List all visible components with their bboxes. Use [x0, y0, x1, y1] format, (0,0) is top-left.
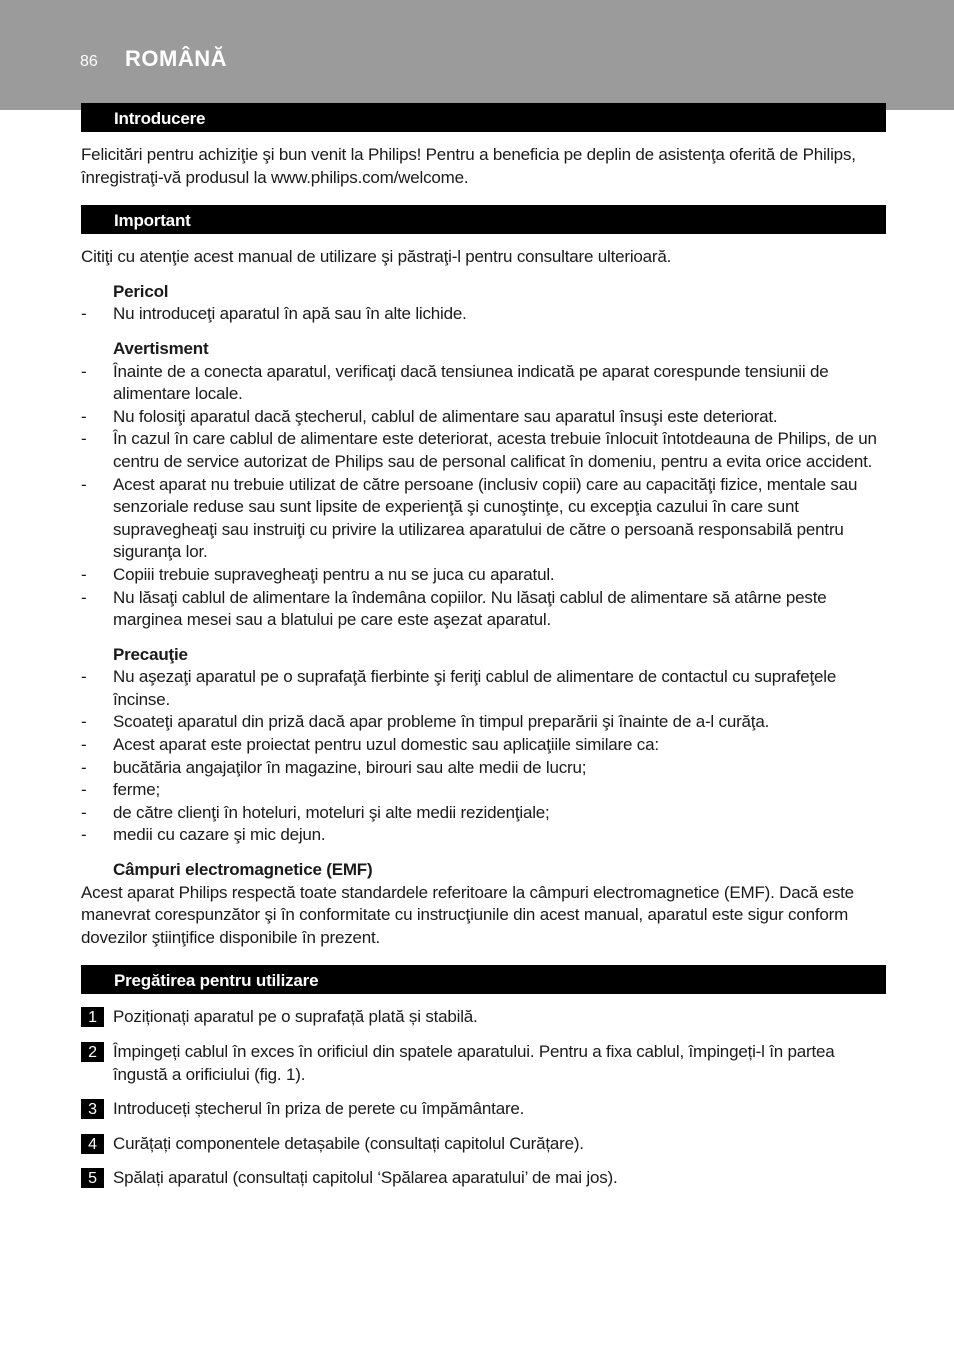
step-number: 4: [81, 1134, 104, 1154]
list-item: - Acest aparat nu trebuie utilizat de către persoane (inclusiv copii) care au capacităţi fizice, mentale sau senzoriale reduse sau sunt lipsite de experienţă şi cunoştinţe, cu excepţia cazului în care sunt supravegheaţi sau instruiţi cu privire la utilizarea aparatului de către o persoană responsabilă pentru siguranţa lor.: [81, 474, 886, 564]
emf-paragraph: Acest aparat Philips respectă toate standardele referitoare la câmpuri electromagnetice (EMF). Dacă este manevrat corespunzător şi în conformitate cu instrucţiunile din acest manual, aparatul este sigur conform dovezilor ştiinţifice disponibile în prezent.: [81, 882, 854, 947]
subheading-precautie: Precauţie: [113, 644, 188, 664]
step-text: Introduceți ștecherul în priza de perete cu împământare.: [113, 1099, 525, 1119]
preparation-steps: [81, 1006, 886, 1190]
page-content: [81, 103, 886, 1202]
page-number: 86: [80, 53, 98, 70]
intro-paragraph: Felicitări pentru achiziţie şi bun venit la Philips! Pentru a beneficia pe deplin de asistenţa oferită de Philips, înregistraţi-vă produsul la www.philips.com/welcome.: [81, 145, 856, 187]
list-item: - medii cu cazare şi mic dejun.: [81, 824, 886, 847]
list-item: - bucătăria angajaţilor în magazine, birouri sau alte medii de lucru;: [81, 757, 886, 780]
step-number: 1: [81, 1007, 104, 1027]
important-paragraph: Citiţi cu atenţie acest manual de utilizare şi păstraţi-l pentru consultare ulterioară.: [81, 247, 672, 267]
list-item: - Acest aparat este proiectat pentru uzul domestic sau aplicaţiile similare ca:: [81, 734, 886, 757]
section-heading-introducere: Introducere: [81, 103, 886, 132]
list-item: - Nu lăsaţi cablul de alimentare la îndemâna copiilor. Nu lăsaţi cablul de alimentare să atârne peste marginea mesei sau a blatului pe care este aşezat aparatul.: [81, 587, 886, 632]
step-number: 2: [81, 1042, 104, 1062]
precautie-list: [81, 666, 886, 847]
list-item: - Nu folosiţi aparatul dacă ştecherul, cablul de alimentare sau aparatul însuşi este deteriorat.: [81, 406, 886, 429]
page-header-band: [0, 0, 954, 110]
subheading-emf: Câmpuri electromagnetice (EMF): [113, 860, 373, 880]
list-item: - Nu introduceţi aparatul în apă sau în alte lichide.: [81, 303, 886, 326]
section-heading-important: Important: [81, 205, 886, 234]
step-item: [81, 1098, 886, 1121]
pericol-list: [81, 303, 886, 326]
subheading-pericol: Pericol: [113, 281, 169, 301]
step-item: [81, 1006, 886, 1029]
list-item: - Copiii trebuie supravegheaţi pentru a nu se juca cu aparatul.: [81, 564, 886, 587]
step-number: 5: [81, 1168, 104, 1188]
section-heading-pregatire: Pregătirea pentru utilizare: [81, 965, 886, 994]
step-item: [81, 1133, 886, 1156]
avertisment-list: [81, 361, 886, 632]
step-text: Curățați componentele detașabile (consultați capitolul Curățare).: [113, 1133, 584, 1153]
list-item: - ferme;: [81, 779, 886, 802]
step-item: [81, 1167, 886, 1190]
list-item: - În cazul în care cablul de alimentare este deteriorat, acesta trebuie înlocuit întotdeauna de Philips, de un centru de service autorizat de Philips sau de personal calificat în domeniu, pentru a evita orice accident.: [81, 428, 886, 473]
step-text: Poziționați aparatul pe o suprafață plată și stabilă.: [113, 1007, 478, 1027]
step-text: Spălați aparatul (consultați capitolul ‘Spălarea aparatului’ de mai jos).: [113, 1168, 618, 1188]
subheading-avertisment: Avertisment: [113, 338, 209, 358]
step-item: [81, 1041, 886, 1086]
step-text: Împingeți cablul în exces în orificiul din spatele aparatului. Pentru a fixa cablul, împingeți-l în partea îngustă a orificiului (fig. 1).: [113, 1042, 835, 1084]
list-item: - Înainte de a conecta aparatul, verificaţi dacă tensiunea indicată pe aparat corespunde tensiunii de alimentare locale.: [81, 361, 886, 406]
step-number: 3: [81, 1099, 104, 1119]
list-item: - de către clienţi în hoteluri, moteluri şi alte medii rezidenţiale;: [81, 802, 886, 825]
list-item: - Nu aşezaţi aparatul pe o suprafaţă fierbinte şi feriţi cablul de alimentare de contactul cu suprafeţele încinse.: [81, 666, 886, 711]
list-item: - Scoateţi aparatul din priză dacă apar probleme în timpul preparării şi înainte de a-l curăţa.: [81, 711, 886, 734]
language-title: ROMÂNĂ: [125, 46, 227, 71]
